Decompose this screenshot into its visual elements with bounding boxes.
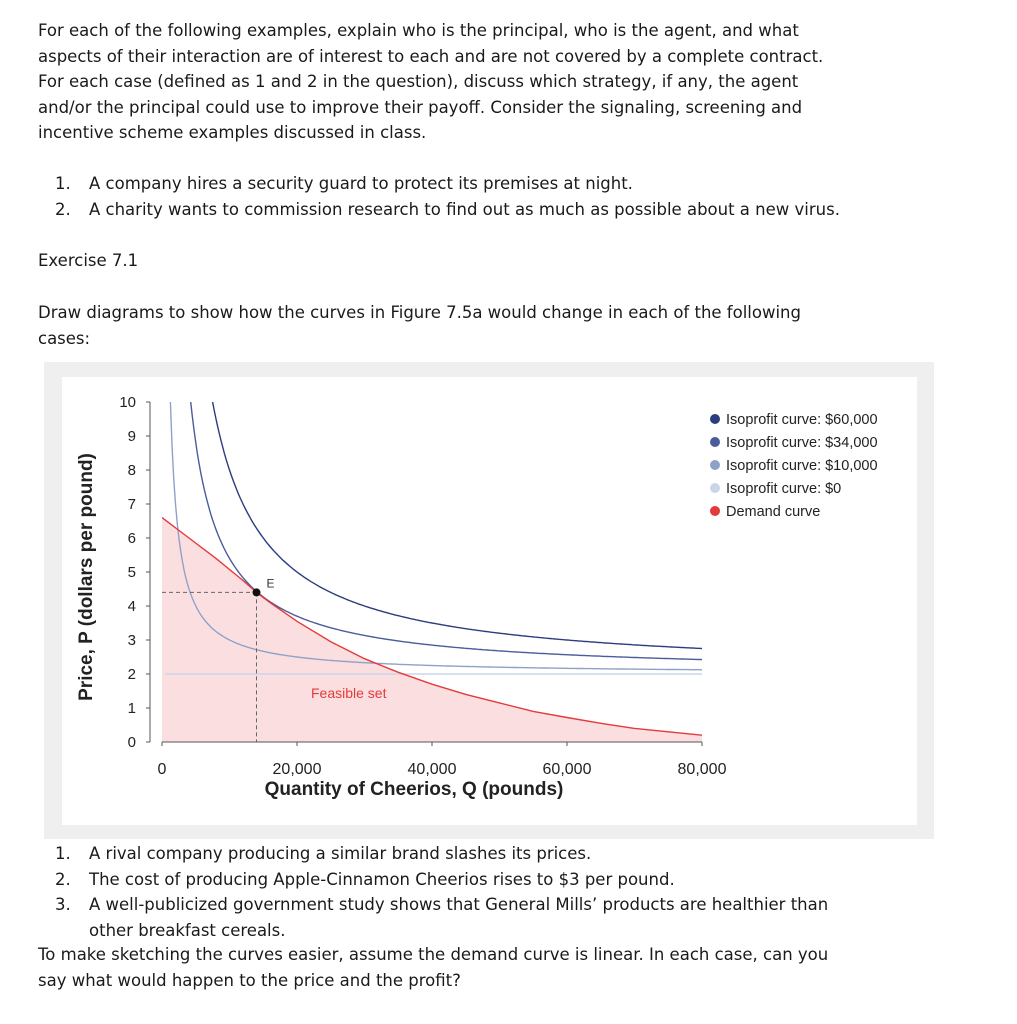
figure-panel [62, 377, 917, 825]
equilibrium-label: E [266, 576, 275, 591]
y-tick-label: 6 [127, 530, 136, 547]
isoprofit-chart [62, 377, 917, 825]
exercise-title: Exercise 7.1 [38, 251, 139, 270]
y-tick-label: 5 [127, 564, 136, 581]
y-tick-label: 0 [127, 734, 136, 751]
list-number: 1. [55, 174, 71, 193]
x-tick-label: 60,000 [542, 761, 592, 778]
closing-line: To make sketching the curves easier, assume the demand curve is linear. In each case, can you [38, 945, 829, 964]
list-text: A charity wants to commission research to find out as much as possible about a new virus. [89, 199, 840, 219]
legend-marker [710, 414, 720, 424]
list-number: 2. [55, 869, 71, 889]
prompt-line: Draw diagrams to show how the curves in Figure 7.5a would change in each of the following [38, 303, 801, 322]
closing-paragraph [38, 942, 828, 993]
y-tick-label: 4 [127, 598, 136, 615]
y-tick-label: 1 [127, 700, 136, 717]
list-number: 3. [55, 895, 71, 914]
intro-line: For each case (defined as 1 and 2 in the question), discuss which strategy, if any, the agent [38, 72, 799, 91]
y-tick-label: 7 [127, 496, 136, 513]
y-tick-label: 10 [119, 394, 136, 411]
feasible-set-area [162, 518, 702, 742]
list-text: A company hires a security guard to protect its premises at night. [89, 174, 633, 193]
closing-line: say what would happen to the price and the profit? [38, 970, 461, 990]
intro-paragraph [38, 18, 823, 146]
legend-marker [710, 460, 720, 470]
draw-prompt [38, 300, 801, 351]
list-text: other breakfast cereals. [89, 920, 286, 940]
x-tick-label: 40,000 [407, 761, 457, 778]
list-number: 1. [55, 844, 71, 863]
intro-line: aspects of their interaction are of interest to each and are not covered by a complete contract. [38, 46, 824, 66]
figure-frame [44, 362, 934, 839]
x-axis-label: Quantity of Cheerios, Q (pounds) [264, 779, 564, 800]
intro-line: For each of the following examples, explain who is the principal, who is the agent, and what [38, 21, 799, 40]
legend-marker [710, 506, 720, 516]
list-text: A rival company producing a similar brand slashes its prices. [89, 844, 592, 863]
legend-item: Isoprofit curve: $10,000 [726, 458, 878, 474]
y-axis-label: Price, P (dollars per pound) [76, 453, 97, 701]
list-text: A well-publicized government study shows that General Mills’ products are healthier than [89, 895, 829, 914]
x-tick-label: 0 [157, 761, 167, 778]
legend-item: Isoprofit curve: $0 [726, 481, 842, 497]
x-tick-label: 80,000 [677, 761, 727, 778]
list-item [55, 892, 828, 943]
y-tick-label: 8 [127, 462, 136, 479]
equilibrium-point [253, 588, 261, 596]
examples-list [55, 171, 840, 222]
intro-line: and/or the principal could use to improve their payoff. Consider the signaling, screening and [38, 97, 803, 117]
prompt-line: cases: [38, 328, 91, 348]
legend-item: Demand curve [726, 504, 821, 520]
list-item [55, 867, 828, 893]
list-item [55, 197, 840, 223]
legend-marker [710, 437, 720, 447]
list-number: 2. [55, 199, 71, 219]
legend-item: Isoprofit curve: $34,000 [726, 435, 878, 451]
x-tick-label: 20,000 [272, 761, 322, 778]
y-tick-label: 3 [127, 632, 136, 649]
cases-list [55, 841, 828, 943]
y-tick-label: 9 [127, 428, 136, 445]
list-item [55, 171, 840, 197]
list-text: The cost of producing Apple-Cinnamon Cheerios rises to $3 per pound. [89, 869, 675, 889]
legend-item: Isoprofit curve: $60,000 [726, 412, 878, 428]
legend-marker [710, 483, 720, 493]
list-item [55, 841, 828, 867]
y-tick-label: 2 [127, 666, 136, 683]
feasible-set-label: Feasible set [311, 685, 387, 701]
intro-line: incentive scheme examples discussed in class. [38, 123, 427, 142]
